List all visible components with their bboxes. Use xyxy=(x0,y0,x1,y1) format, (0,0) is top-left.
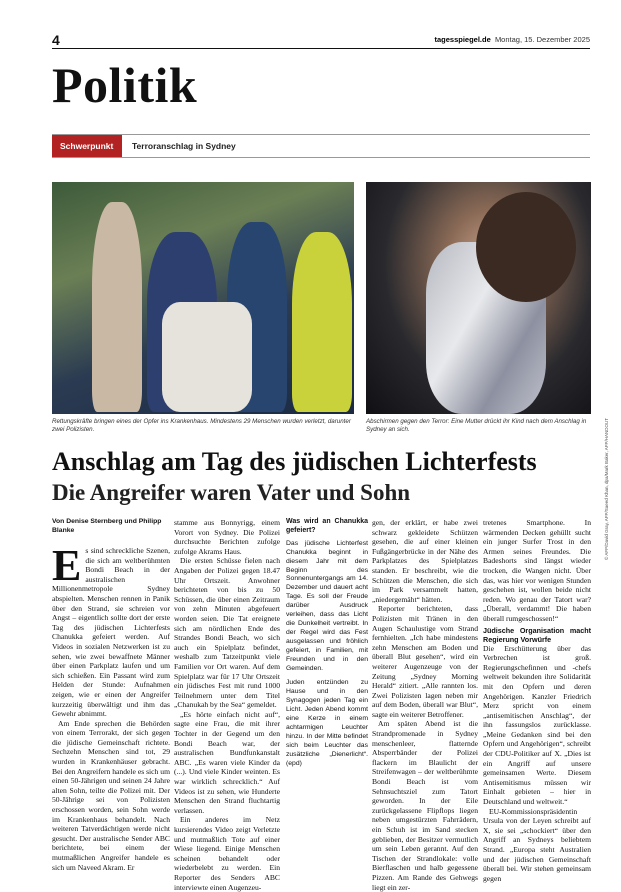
paragraph: „Es hörte einfach nicht auf“, sagte eine Frau, die mit ihrer Tochter in der Gegend um den Bondi Beach war, der australischen Bundfunkanstalt ABC. „Es waren viele Kinder da (...). Und viele Kinder weinten. Es war wirklich schrecklich.“ Auf Videos ist zu sehen, wie Hunderte Menschen den Strand fluchtartig verlassen. xyxy=(174,709,280,815)
masthead xyxy=(434,35,590,44)
article-column-4 xyxy=(372,518,478,892)
section-title: Politik xyxy=(52,57,198,113)
photo-rescue-workers xyxy=(52,182,354,414)
byline: Von Denise Sternberg und Philipp Blanke xyxy=(52,518,162,534)
paragraph: tretenes Smartphone. In wärmenden Decken gehüllt sucht ein junger Surfer Trost in den Armen seines Freundes. Die Badeshorts sind längst wieder trocken, die Wangen nicht. Über das, was hier vor wenigen Stunden geschehen ist, wollen beide nicht reden. Wo genau der Tatort war? „Überall, verdammt! Die haben überall rumgeschossen!“ xyxy=(483,518,591,623)
site-name[interactable]: tagesspiegel.de xyxy=(434,35,491,44)
photo-caption: Rettungskräfte bringen eines der Opfer ins Krankenhaus. Mindestens 29 Menschen wurden verletzt, darunter zwei Polizisten. xyxy=(52,418,351,434)
article-subheadline: Die Angreifer waren Vater und Sohn xyxy=(52,480,411,505)
paragraph: Das jüdische Lichterfest Chanukka beginnt in diesem Jahr mit dem Beginn des Sonnenuntergangs am 14. Dezember und dauert acht Tage. Es soll der Freude darüber Ausdruck verleihen, dass das Licht die Dunkelheit vertreibt. In der Regel wird das Fest ausgelassen und fröhlich gefeiert, in Familien, mit Freunden und in den Gemeinden. xyxy=(286,539,368,672)
page-header xyxy=(52,32,590,48)
photo-caption: Abschirmen gegen den Terror: Eine Mutter drückt ihr Kind nach dem Anschlag in Sydney an sich. xyxy=(366,418,587,434)
drop-cap: E xyxy=(52,541,82,590)
infobox-title: Was wird an Chanukka gefeiert? xyxy=(286,518,368,534)
paragraph: EU-Kommissionspräsidentin Ursula von der Leyen schreibt auf X, sie sei „schockiert“ über den Angriff an Sydneys beliebtem Strand. „Europa steht Australien und der jüdischen Gemeinschaft überall bei. Wir stehen gemeinsam gegen xyxy=(483,806,591,883)
paragraph: Es sind schreckliche Szenen, die sich am weltberühmten Bondi Beach in der australischen Millionenmetropole Sydney abspielten. Menschen rennen in Panik über den Strand, sie schreien vor Angst – eigentlich sollte dort der erste Tag des jüdischen Lichterfests Chanukka gefeiert werden. Auf Videos in sozialen Netzwerken ist zu sehen, wie zwei bewaffnete Männer über einen Parkplatz laufen und um sich schießen. Ein Passant wird zum Helden der Stunde: Aufnahmen zeigen, wie er einen der Angreifer kurzzeitig überwältigt und ihm das Gewehr abnimmt. xyxy=(52,541,170,719)
header-rule xyxy=(52,48,590,49)
paragraph: Reporter berichteten, dass Polizisten mit Tränen in den Augen Schaulustige vom Strand fernhielten. „Ich habe mindestens zehn Menschen am Boden und überall Blut gesehen“, wird ein weiterer Augenzeuge von der Zeitung „Sydney Morning Herald“ zitiert. „Alle rannten los. Zwei Polizisten lagen neben mir auf dem Boden, überall war Blut“, sagte ein weiterer Betroffener. xyxy=(372,604,478,719)
paragraph: Die ersten Schüsse fielen nach Angaben der Polizei gegen 18.47 Uhr Ortszeit. Anwohner berichteten von bis zu 50 Schüssen, die über einen Zeitraum von zehn Minuten abgefeuert worden seien. Die Tat ereignete sich am nördlichen Ende des Strandes Bondi Beach, wo sich auch ein Spielplatz befindet, weshalb zum Tatzeitpunkt viele Familien vor Ort waren. Auf dem Spielplatz war für 17 Uhr Ortszeit ein jüdisches Fest mit rund 1000 Teilnehmern unter dem Titel „Chanukah by the Sea“ gemeldet. xyxy=(174,556,280,710)
kicker-bar xyxy=(52,134,590,158)
paragraph: stamme aus Bonnyrigg, einem Vorort von Sydney. Die Polizei durchsuchte Berichten zufolge zufolge Akrams Haus. xyxy=(174,518,280,556)
photo-mother-child xyxy=(366,182,591,414)
paragraph: Ein anderes im Netz kursierendes Video zeigt Verletzte und mutmaßlich Tote auf einer Wiese liegend. Einige Menschen scheinen behandelt oder wiederbelebt zu werden. Ein Reporter des Senders ABC interviewte einen Augenzeu- xyxy=(174,815,280,892)
kicker-topic: Terroranschlag in Sydney xyxy=(132,141,236,151)
kicker-tag: Schwerpunkt xyxy=(52,135,122,157)
infobox-chanukka xyxy=(286,518,368,768)
article-column-1 xyxy=(52,541,170,872)
photo-credit: © AFP/David Gray, AFP/Saeed Khan, dpa/Mark Baker, AFP/HANDOUT xyxy=(604,417,609,560)
paragraph: gen, der erklärt, er habe zwei schwarz gekleidete Schützen gesehen, die auf einer kleinen Fußgängerbrücke in der Nähe des Parkplatzes des Spielplatzes standen. Er beschreibt, wie die Schützen die Menschen, die sich im Park versammelt hatten, „niedergemäht“ hätten. xyxy=(372,518,478,604)
paragraph: Am späten Abend ist die Strandpromenade in Sydney menschenleer, flatternde Absperrbänder der Polizei flackern im Blaulicht der Streifenwagen – der weltberühmte Bondi Beach ist vom Sehnsuchtsziel zum Tatort geworden. In der Eile zurückgelassene Flipflops liegen neben umgestürzten Fahrrädern, ein Schuh ist im Sand stecken geblieben, der Besitzer vermutlich um sein Leben gerannt. Auf den Tischen der Strandlokale: volle Bierflaschen und halb gegessene Pizzen. Am Rande des Gehwegs liegt ein zer- xyxy=(372,719,478,892)
paragraph: Juden entzünden zu Hause und in den Synagogen jeden Tag ein Licht. Jeden Abend kommt eine Kerze in einem achtarmigen Leuchter hinzu. In der Mitte befindet sich beim Leuchter das zusätzliche „Dienerlicht“. (epd) xyxy=(286,679,368,767)
article-subhead: Jüdische Organisation macht Regierung Vorwürfe xyxy=(483,625,591,644)
issue-date: Montag, 15. Dezember 2025 xyxy=(494,35,590,44)
article-column-5 xyxy=(483,518,591,883)
article-headline: Anschlag am Tag des jüdischen Lichterfests xyxy=(52,447,537,476)
article-column-2 xyxy=(174,518,280,892)
paragraph: Am Ende sprechen die Behörden von einem Terrorakt, der sich gegen die jüdische Gemeinschaft richtete. Sechzehn Menschen sind tot, 29 wurden in Krankenhäuser gebracht. Bei den Angreifern handele es sich um einen 50-Jährigen und seinen 24 Jahre alten Sohn, teilte die Polizei mit. Der 50-Jährige sei von Polizisten erschossen worden, sein Sohn werde im Krankenhaus behandelt. Nach weiteren Tatverdächtigen werde nicht gesucht. Der australische Sender ABC berichtete, bei einem der mutmaßlichen Angreifer handele es sich um Naveed Akram. Er xyxy=(52,718,170,872)
page-number: 4 xyxy=(52,32,60,48)
paragraph: Die Erschütterung über das Verbrechen ist groß. Regierungschefinnen und -chefs weltweit bekunden ihre Solidarität mit den Opfern und deren Angehörigen. Kanzler Friedrich Merz spricht von einem „antisemitischen Anschlag“, der ihn fassungslos zurücklasse. „Meine Gedanken sind bei den Opfern und Angehörigen“, schreibt der CDU-Politiker auf X. „Dies ist ein Angriff auf unsere gemeinsamen Werte. Diesem Antisemitismus müssen wir Einhalt gebieten – hier in Deutschland und weltweit.“ xyxy=(483,643,591,807)
